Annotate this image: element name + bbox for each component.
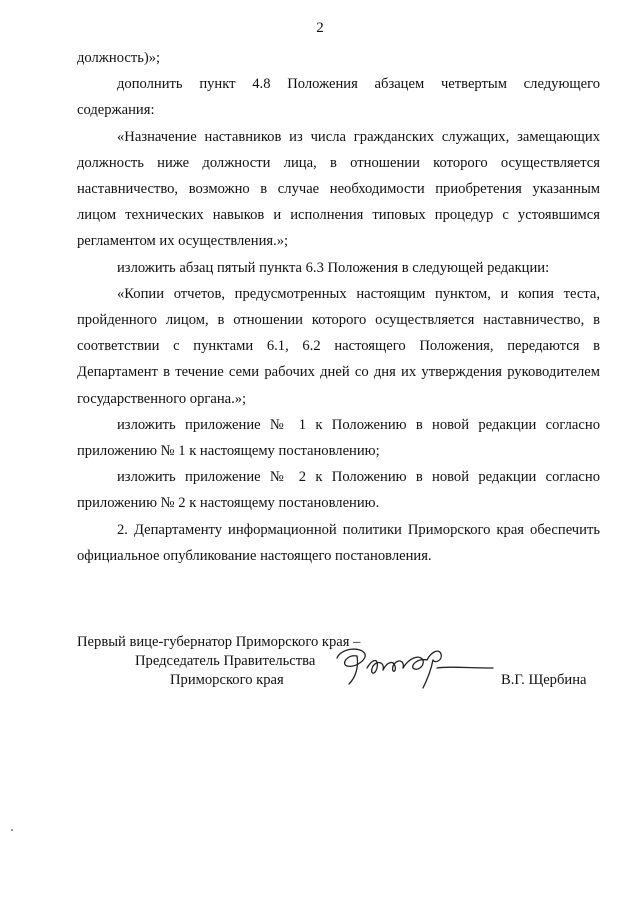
signatory-title-line: Председатель Правительства [135, 653, 316, 669]
page-number: 2 [316, 20, 324, 36]
document-body [77, 45, 600, 569]
signatory-title-line: Первый вице-губернатор Приморского края – [77, 634, 361, 650]
paragraph: должность)»; [77, 50, 161, 66]
paragraph: изложить абзац пятый пункта 6.3 Положения в следующей редакции: [117, 259, 550, 276]
handwritten-signature [327, 638, 497, 694]
paragraph: «Копии отчетов, предусмотренных настоящим пунктом, и копия теста, пройденного лицом, в отношении которого осуществляется наставничество, в соответствии с пунктами 6.1, 6.2 настоящего Положения, передаются в Департамент в течение семи рабочих дней со дня их утверждения руководителем государственного органа.»; [77, 285, 600, 407]
paragraph: изложить приложение № 2 к Положению в новой редакции согласно приложению № 2 к настоящему постановлению. [77, 469, 600, 512]
paragraph: дополнить пункт 4.8 Положения абзацем четвертым следующего содержания: [77, 76, 600, 119]
signature-block [77, 632, 600, 692]
signatory-name: В.Г. Щербина [501, 672, 587, 688]
signatory-title-line: Приморского края [170, 672, 284, 688]
paragraph: «Назначение наставников из числа гражданских служащих, замещающих должность ниже должности лица, в отношении которого осуществляется наставничество, возможно в случае необходимости приобретения указанным лицом технических навыков и исполнения типовых процедур с устоявшимся регламентом их осуществления.»; [77, 128, 600, 250]
margin-dot [11, 829, 13, 831]
paragraph: 2. Департаменту информационной политики Приморского края обеспечить официальное опубликование настоящего постановления. [77, 521, 600, 564]
paragraph: изложить приложение № 1 к Положению в новой редакции согласно приложению № 1 к настоящему постановлению; [77, 416, 600, 460]
